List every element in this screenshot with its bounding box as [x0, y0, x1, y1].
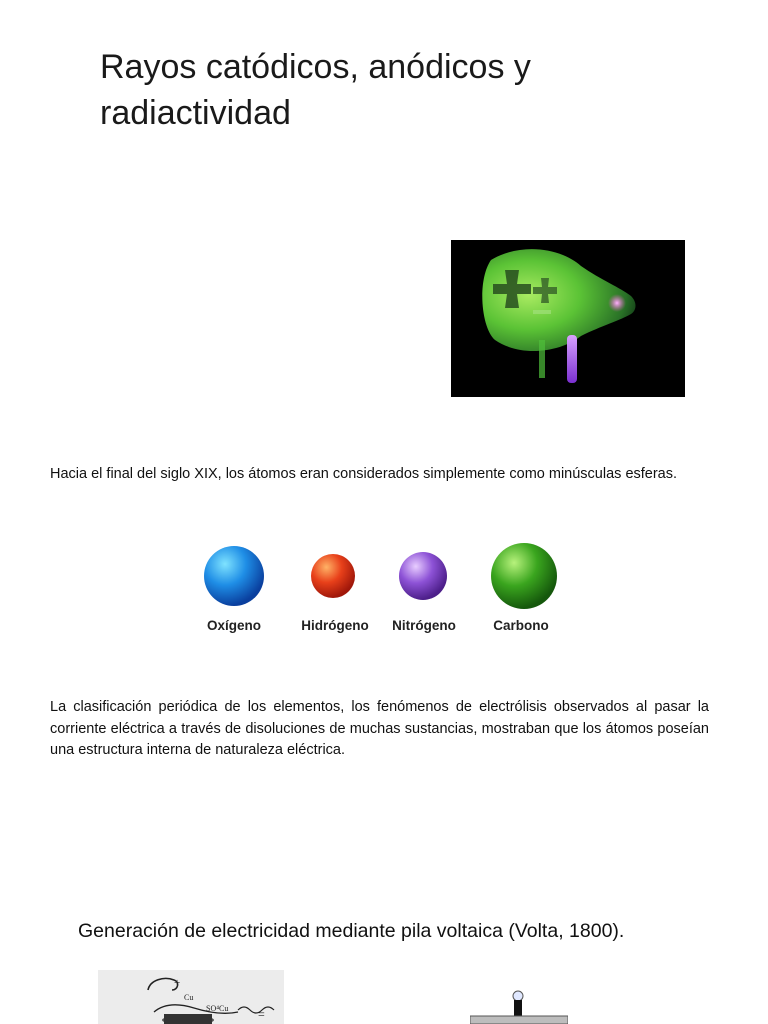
atom-carbon [491, 543, 557, 633]
atom-label-nitrogen: Nitrógeno [392, 618, 456, 633]
sketch-plus-label: + [174, 977, 181, 989]
atom-oxygen [204, 546, 264, 633]
section-subtitle: Generación de electricidad mediante pila voltaica (Volta, 1800). [78, 920, 625, 942]
intro-paragraph: Hacia el final del siglo XIX, los átomos eran considerados simplemente como minúsculas esferas. [50, 466, 678, 482]
sketch-so4cu-label: SO⁴Cu [206, 1004, 229, 1013]
voltaic-pile-sketch [98, 970, 284, 1024]
atom-label-carbon: Carbono [493, 618, 549, 633]
sketch-minus-label: = [258, 1007, 265, 1021]
sketch-cu-label: Cu [184, 993, 194, 1002]
crookes-tube-photo [451, 240, 685, 397]
atom-label-oxygen: Oxígeno [206, 618, 262, 633]
electrical-structure-paragraph: La clasificación periódica de los elementos, los fenómenos de electrólisis observados al pasar la corriente eléctrica a través de disoluciones de muchas sustancias, mostraban que los átomos poseían una estructura interna de naturaleza eléctrica. [50, 699, 709, 758]
page-title: Rayos catódicos, anódicos y radiactividad [100, 48, 531, 132]
lamp-apparatus-illustration [470, 984, 568, 1024]
atoms-illustration [186, 507, 573, 664]
atom-label-hydrogen: Hidrógeno [301, 618, 369, 633]
